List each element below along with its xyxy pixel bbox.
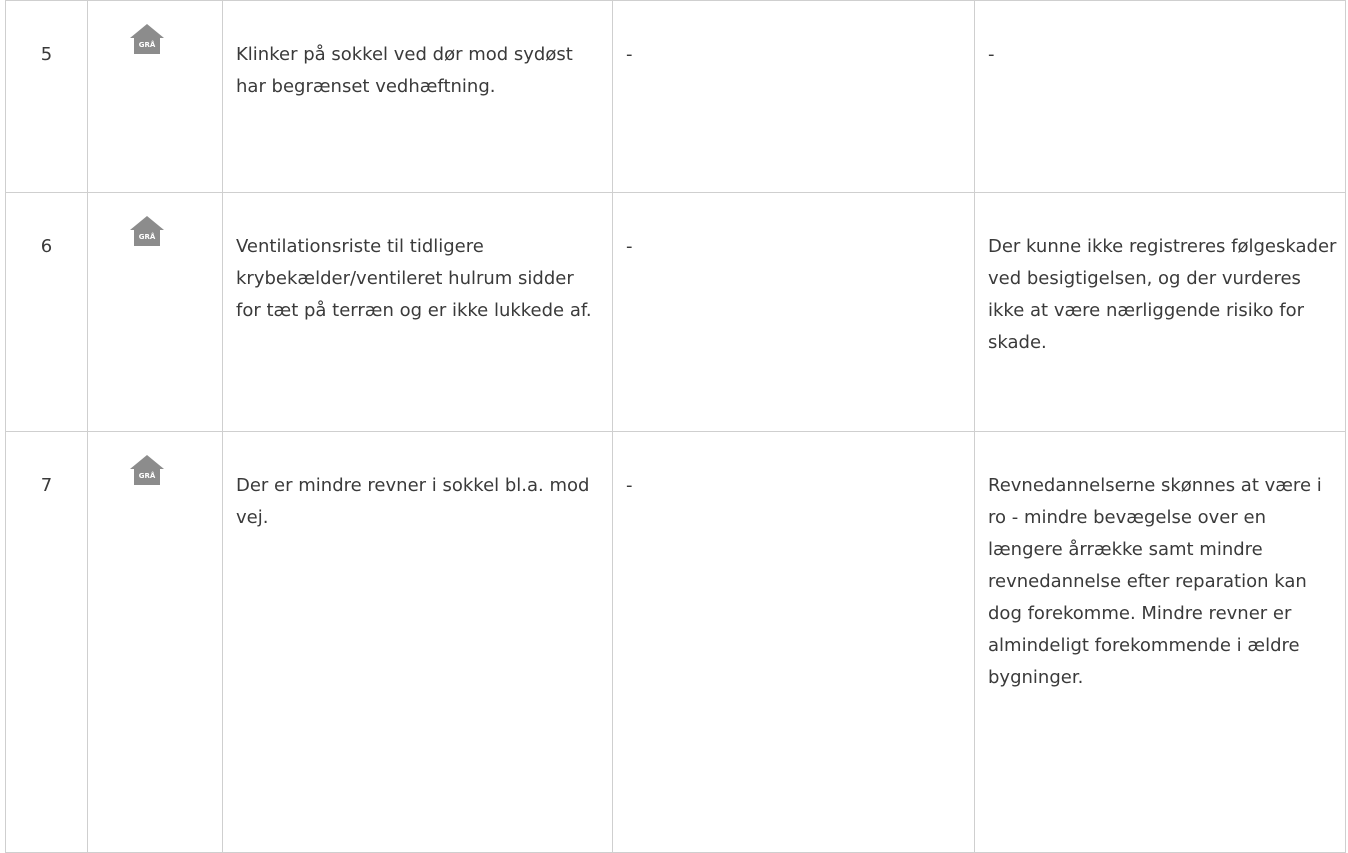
row-number: 7 [40,475,53,496]
description-text: Klinker på sokkel ved dør mod sydøst har begrænset vedhæftning. [236,44,573,97]
column-5-text: Der kunne ikke registreres følgeskader ved besigtigelsen, og der vurderes ikke at være nærliggende risiko for skade. [988,236,1337,353]
description-text: Ventilationsriste til tidligere krybekælder/ventileret hulrum sidder for tæt på terræn og er ikke lukkede af. [236,236,592,321]
row-number: 6 [40,236,53,257]
row-number-cell [6,193,88,432]
grade-label: GRÅ [138,41,156,49]
grade-icon-cell [88,1,223,193]
house-grey-icon [129,215,165,247]
column-5-cell [975,193,1346,432]
table-row [6,1,1346,193]
house-grey-icon [129,454,165,486]
house-grey-icon [129,23,165,55]
grade-label: GRÅ [138,472,156,480]
description-cell [223,432,613,853]
column-5-text: - [988,44,995,65]
column-5-cell [975,1,1346,193]
table-row [6,193,1346,432]
description-cell [223,1,613,193]
row-number-cell [6,432,88,853]
description-cell [223,193,613,432]
observations-table [5,0,1346,853]
column-4-cell [613,432,975,853]
description-text: Der er mindre revner i sokkel bl.a. mod vej. [236,475,590,528]
row-number: 5 [40,44,53,65]
row-number-cell [6,1,88,193]
grade-icon-cell [88,193,223,432]
grade-icon-cell [88,432,223,853]
column-4-text: - [626,475,633,496]
table-row [6,432,1346,853]
column-4-cell [613,193,975,432]
column-4-text: - [626,44,633,65]
grade-label: GRÅ [138,233,156,241]
column-5-text: Revnedannelserne skønnes at være i ro - mindre bevægelse over en længere årrække samt mindre revnedannelse efter reparation kan dog forekomme. Mindre revner er almindeligt forekommende i ældre bygninger. [988,475,1322,688]
column-4-cell [613,1,975,193]
column-5-cell [975,432,1346,853]
column-4-text: - [626,236,633,257]
